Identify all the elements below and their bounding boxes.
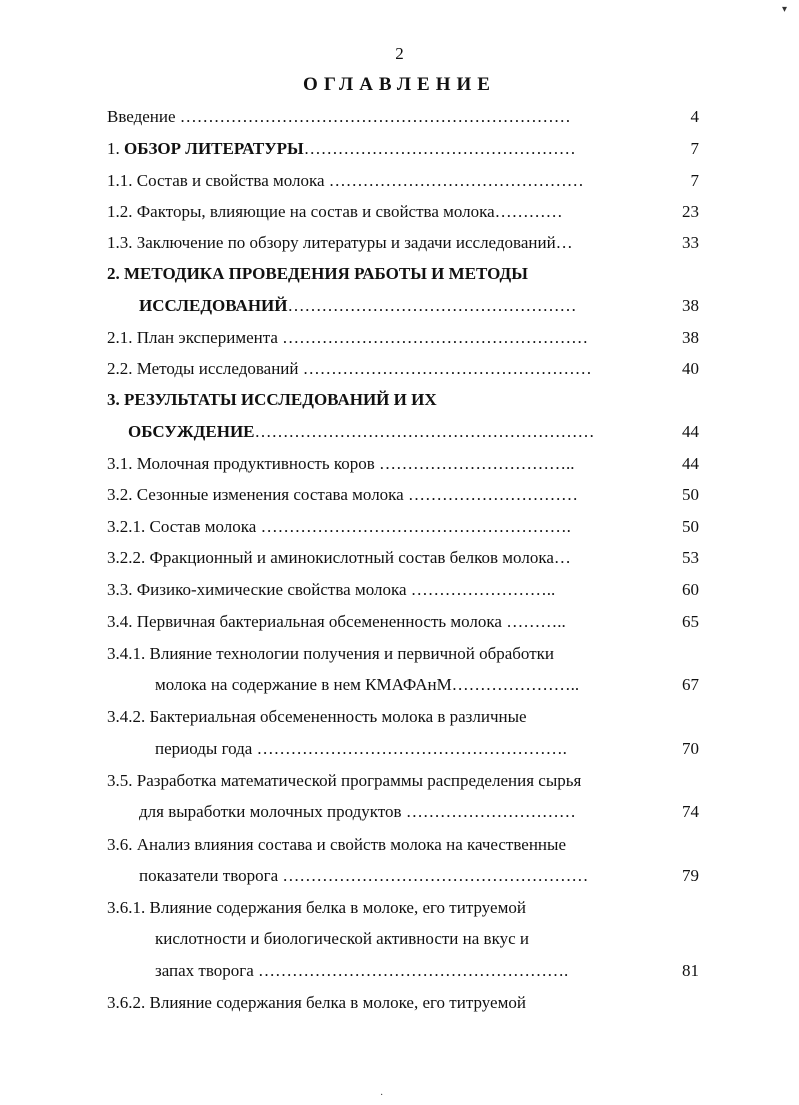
toc-entry-heading: ОБСУЖДЕНИЕ	[128, 422, 255, 441]
toc-entry-text: 2.1. План эксперимента ………………………………………………	[107, 328, 589, 347]
toc-entry-chapter-2	[0, 264, 799, 288]
toc-entry-text: 3.4.1. Влияние технологии получения и первичной обработки	[107, 644, 554, 663]
toc-entry-heading: 3. РЕЗУЛЬТАТЫ ИССЛЕДОВАНИЙ И ИХ	[107, 390, 437, 409]
toc-entry-chapter-3	[0, 390, 799, 414]
toc-entry-text: кислотности и биологической активности на вкус и	[155, 929, 529, 948]
toc-entry-3-4-1	[0, 644, 799, 668]
toc-entry-3-4-1-cont	[0, 675, 799, 699]
toc-entry-number: 1.	[107, 139, 124, 158]
toc-entry-3-3	[0, 580, 799, 604]
toc-entry-page: 81	[682, 961, 699, 980]
toc-entry-3-6-1-cont2	[0, 961, 799, 985]
toc-entry-page: 67	[682, 675, 699, 694]
toc-entry-3-2-2	[0, 548, 799, 572]
toc-entry-chapter-2-cont	[0, 296, 799, 320]
toc-title: ОГЛАВЛЕНИЕ	[303, 74, 496, 95]
toc-entry-page: 23	[682, 202, 699, 221]
toc-entry-heading: 2. МЕТОДИКА ПРОВЕДЕНИЯ РАБОТЫ И МЕТОДЫ	[107, 264, 528, 283]
toc-entry-text: молока на содержание в нем КМАФАнМ…………………..	[155, 675, 580, 694]
scan-artifact-mark: ▾	[782, 4, 788, 15]
toc-entry-2-1	[0, 328, 799, 352]
toc-entry-page: 44	[682, 454, 699, 473]
toc-entry-heading: ОБЗОР ЛИТЕРАТУРЫ	[124, 139, 304, 158]
scan-artifact-dot: ·	[380, 1090, 384, 1101]
page-number: 2	[395, 44, 404, 63]
toc-entry-3-4	[0, 612, 799, 636]
toc-entry-3-1	[0, 454, 799, 478]
toc-entry-text: 3.4. Первичная бактериальная обсемененность молока ………..	[107, 612, 566, 631]
toc-entry-3-6-cont	[0, 866, 799, 890]
toc-entry-text: 2.2. Методы исследований ……………………………………………	[107, 359, 592, 378]
toc-entry-page: 38	[682, 296, 699, 315]
toc-entry-text: 3.6. Анализ влияния состава и свойств молока на качественные	[107, 835, 566, 854]
toc-entry-page: 60	[682, 580, 699, 599]
toc-entry-leader: ……………………………………………………	[254, 422, 595, 441]
toc-entry-3-5-cont	[0, 802, 799, 826]
toc-entry-heading: ИССЛЕДОВАНИЙ	[139, 296, 288, 315]
toc-entry-3-6-1-cont	[0, 929, 799, 953]
toc-entry-page: 79	[682, 866, 699, 885]
toc-entry-text: 3.6.1. Влияние содержания белка в молоке, его титруемой	[107, 898, 526, 917]
toc-entry-page: 38	[682, 328, 699, 347]
toc-entry-text	[139, 296, 577, 316]
toc-entry-1-3	[0, 233, 799, 257]
toc-entry-text: 3.5. Разработка математической программы распределения сырья	[107, 771, 582, 790]
toc-entry-page: 4	[690, 107, 699, 126]
toc-entry-text: периоды года ……………………………………………….	[155, 739, 567, 758]
toc-entry-3-6-1	[0, 898, 799, 922]
toc-entry-text: 1.1. Состав и свойства молока ………………………………………	[107, 171, 584, 190]
toc-entry-introduction	[0, 107, 799, 131]
toc-entry-text: 3.1. Молочная продуктивность коров ……………………………..	[107, 454, 575, 473]
toc-entry-text: показатели творога ………………………………………………	[139, 866, 589, 885]
toc-entry-text: 3.2.1. Состав молока ……………………………………………….	[107, 517, 571, 536]
toc-entry-page: 53	[682, 548, 699, 567]
toc-entry-1-1	[0, 171, 799, 195]
toc-entry-text: 1.2. Факторы, влияющие на состав и свойства молока…………	[107, 202, 563, 221]
toc-entry-2-2	[0, 359, 799, 383]
toc-entry-page: 33	[682, 233, 699, 252]
toc-entry-page: 7	[690, 171, 699, 190]
toc-entry-page: 7	[690, 139, 699, 158]
toc-entry-text: Введение ……………………………………………………………	[107, 107, 571, 126]
toc-entry-page: 65	[682, 612, 699, 631]
toc-entry-text: 3.4.2. Бактериальная обсемененность молока в различные	[107, 707, 527, 726]
toc-entry-page: 44	[682, 422, 699, 441]
toc-entry-3-4-2	[0, 707, 799, 731]
toc-entry-chapter-1	[0, 139, 799, 163]
toc-entry-text: 3.3. Физико-химические свойства молока ……………………..	[107, 580, 556, 599]
toc-entry-text: 1.3. Заключение по обзору литературы и задачи исследований…	[107, 233, 573, 252]
toc-entry-3-6-2	[0, 993, 799, 1017]
toc-entry-3-6	[0, 835, 799, 859]
toc-entry-3-4-2-cont	[0, 739, 799, 763]
toc-entry-text: 3.2.2. Фракционный и аминокислотный состав белков молока…	[107, 548, 571, 567]
toc-entry-chapter-3-cont	[0, 422, 799, 446]
toc-entry-page: 40	[682, 359, 699, 378]
toc-entry-3-5	[0, 771, 799, 795]
toc-entry-text	[107, 139, 576, 159]
toc-entry-text	[128, 422, 595, 442]
toc-entry-text: 3.6.2. Влияние содержания белка в молоке, его титруемой	[107, 993, 526, 1012]
toc-entry-page: 70	[682, 739, 699, 758]
toc-entry-page: 50	[682, 485, 699, 504]
toc-entry-leader: …………………………………………	[303, 139, 576, 158]
toc-entry-text: 3.2. Сезонные изменения состава молока …………………………	[107, 485, 578, 504]
toc-entry-text: для выработки молочных продуктов …………………………	[139, 802, 576, 821]
toc-entry-page: 74	[682, 802, 699, 821]
toc-entry-3-2-1	[0, 517, 799, 541]
toc-entry-text: запах творога ……………………………………………….	[155, 961, 569, 980]
toc-entry-3-2	[0, 485, 799, 509]
toc-entry-1-2	[0, 202, 799, 226]
toc-entry-page: 50	[682, 517, 699, 536]
toc-entry-leader: ……………………………………………	[287, 296, 577, 315]
